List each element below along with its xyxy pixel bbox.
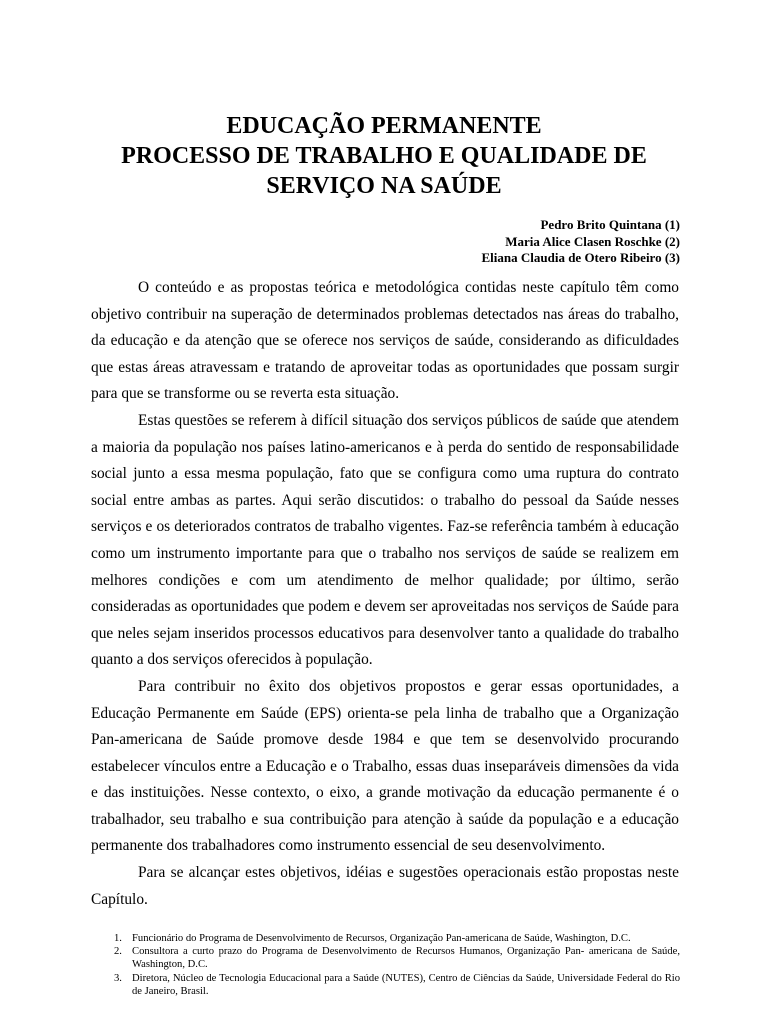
author-list bbox=[482, 217, 681, 267]
title-line: SERVIÇO NA SAÚDE bbox=[266, 173, 502, 199]
footnote-text: Diretora, Núcleo de Tecnologia Educacional para a Saúde (NUTES), Centro de Ciências da Saúde, Universidade Federal do Rio de Janeiro, Brasil. bbox=[132, 972, 680, 997]
author: Eliana Claudia de Otero Ribeiro (3) bbox=[481, 250, 680, 265]
paragraph: Para contribuir no êxito dos objetivos propostos e gerar essas oportunidades, a Educação Permanente em Saúde (EPS) orienta-se pela linha de trabalho que a Organização Pan-americana de Saúde promove desde 1984 e que tem se desenvolvido procurando estabelecer vínculos entre a Educação e o Trabalho, essas duas inseparáveis dimensões da vida e das instituições. Nesse contexto, o eixo, a grande motivação da educação permanente é o trabalhador, seu trabalho e sua contribuição para atenção à saúde da população e a educação permanente dos trabalhadores como instrumento essencial de seu desenvolvimento. bbox=[91, 677, 679, 855]
footnote bbox=[90, 932, 680, 945]
title-line: PROCESSO DE TRABALHO E QUALIDADE DE bbox=[121, 143, 647, 169]
document-title bbox=[0, 111, 768, 201]
footnote-number: 3. bbox=[114, 972, 122, 984]
footnote-text: Consultora a curto prazo do Programa de Desenvolvimento de Recursos Humanos, Organização Pan- americana de Saúde, Washington, D.C. bbox=[132, 946, 680, 971]
paragraph: O conteúdo e as propostas teórica e metodológica contidas neste capítulo têm como objetivo contribuir na superação de determinados problemas detectados nas áreas do trabalho, da educação e da atenção que se oferece nos serviços de saúde, considerando as dificuldades que estas áreas atravessam e tratando de aproveitar todas as oportunidades que possam surgir para que se transforme ou se reverta esta situação. bbox=[91, 279, 679, 403]
paragraph: Estas questões se referem à difícil situação dos serviços públicos de saúde que atendem a maioria da população nos países latino-americanos e à perda do sentido de responsabilidade social junto a essa mesma população, fato que se configura como uma ruptura do contrato social entre ambas as partes. Aqui serão discutidos: o trabalho do pessoal da Saúde nesses serviços e os deteriorados contratos de trabalho vigentes. Faz-se referência também à educação como um instrumento importante para que o trabalho nos serviços de saúde se realizem em melhores condições e com um atendimento de melhor qualidade; por último, serão consideradas as oportunidades que podem e devem ser aproveitadas nos serviços de Saúde para que neles sejam inseridos processos educativos para desenvolver tanto a qualidade do trabalho quanto a dos serviços oferecidos à população. bbox=[91, 411, 679, 669]
title-line: EDUCAÇÃO PERMANENTE bbox=[226, 113, 542, 139]
footnote-number: 1. bbox=[114, 933, 122, 944]
footnote bbox=[90, 972, 680, 998]
footnotes bbox=[90, 932, 680, 998]
paragraph: Para se alcançar estes objetivos, idéias e sugestões operacionais estão propostas neste Capítulo. bbox=[91, 864, 679, 908]
footnote-number: 2. bbox=[114, 946, 122, 958]
author: Maria Alice Clasen Roschke (2) bbox=[505, 233, 680, 249]
author: Pedro Brito Quintana (1) bbox=[540, 217, 680, 232]
footnote bbox=[90, 945, 680, 971]
body-text bbox=[91, 275, 679, 913]
footnote-text: Funcionário do Programa de Desenvolvimento de Recursos, Organização Pan-americana de Saúde, Washington, D.C. bbox=[132, 933, 631, 944]
